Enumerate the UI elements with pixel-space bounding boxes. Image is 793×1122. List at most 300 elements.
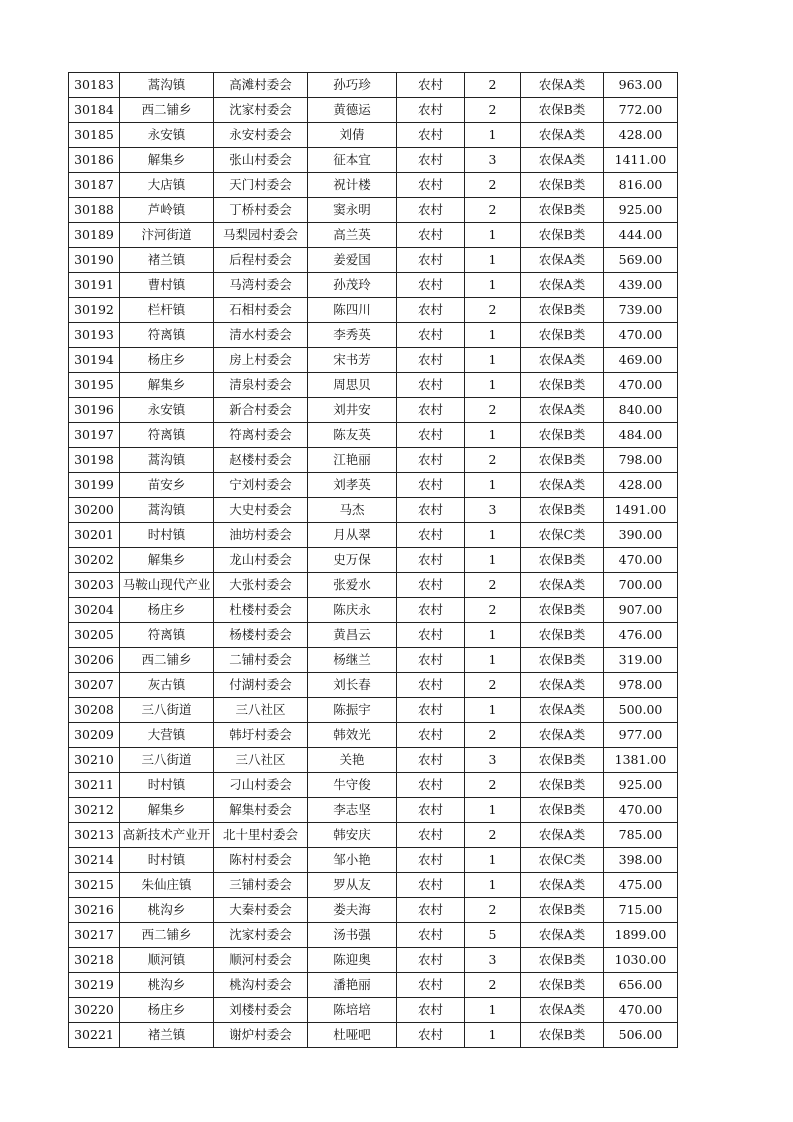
township-cell: 曹村镇 <box>120 273 214 298</box>
amount-cell: 798.00 <box>604 448 678 473</box>
township-cell: 芦岭镇 <box>120 198 214 223</box>
amount-cell: 907.00 <box>604 598 678 623</box>
household-type-cell: 农村 <box>397 648 465 673</box>
village-committee-cell: 清水村委会 <box>214 323 308 348</box>
household-type-cell: 农村 <box>397 248 465 273</box>
amount-cell: 484.00 <box>604 423 678 448</box>
insurance-category-cell: 农保A类 <box>521 823 604 848</box>
township-cell: 蒿沟镇 <box>120 498 214 523</box>
township-cell: 汴河街道 <box>120 223 214 248</box>
village-committee-cell: 天门村委会 <box>214 173 308 198</box>
household-type-cell: 农村 <box>397 498 465 523</box>
amount-cell: 785.00 <box>604 823 678 848</box>
township-cell: 杨庄乡 <box>120 998 214 1023</box>
person-name-cell: 陈培培 <box>308 998 397 1023</box>
insurance-category-cell: 农保B类 <box>521 498 604 523</box>
record-id-cell: 30195 <box>69 373 120 398</box>
table-row <box>69 798 678 823</box>
person-name-cell: 马杰 <box>308 498 397 523</box>
record-id-cell: 30212 <box>69 798 120 823</box>
village-committee-cell: 杨楼村委会 <box>214 623 308 648</box>
record-id-cell: 30196 <box>69 398 120 423</box>
village-committee-cell: 清泉村委会 <box>214 373 308 398</box>
person-name-cell: 姜爱国 <box>308 248 397 273</box>
household-type-cell: 农村 <box>397 598 465 623</box>
member-count-cell: 3 <box>465 748 521 773</box>
member-count-cell: 2 <box>465 398 521 423</box>
person-name-cell: 潘艳丽 <box>308 973 397 998</box>
household-type-cell: 农村 <box>397 73 465 98</box>
amount-cell: 444.00 <box>604 223 678 248</box>
township-cell: 顺河镇 <box>120 948 214 973</box>
person-name-cell: 征本宜 <box>308 148 397 173</box>
household-type-cell: 农村 <box>397 123 465 148</box>
member-count-cell: 1 <box>465 848 521 873</box>
amount-cell: 470.00 <box>604 323 678 348</box>
table-row <box>69 898 678 923</box>
village-committee-cell: 后程村委会 <box>214 248 308 273</box>
member-count-cell: 1 <box>465 123 521 148</box>
village-committee-cell: 三八社区 <box>214 698 308 723</box>
person-name-cell: 高兰英 <box>308 223 397 248</box>
record-id-cell: 30206 <box>69 648 120 673</box>
record-id-cell: 30203 <box>69 573 120 598</box>
township-cell: 符离镇 <box>120 423 214 448</box>
household-type-cell: 农村 <box>397 98 465 123</box>
insurance-category-cell: 农保A类 <box>521 873 604 898</box>
village-committee-cell: 宁刘村委会 <box>214 473 308 498</box>
village-committee-cell: 解集村委会 <box>214 798 308 823</box>
table-row <box>69 748 678 773</box>
member-count-cell: 1 <box>465 223 521 248</box>
township-cell: 解集乡 <box>120 148 214 173</box>
person-name-cell: 江艳丽 <box>308 448 397 473</box>
person-name-cell: 宋书芳 <box>308 348 397 373</box>
member-count-cell: 1 <box>465 523 521 548</box>
village-committee-cell: 赵楼村委会 <box>214 448 308 473</box>
table-row <box>69 773 678 798</box>
record-id-cell: 30210 <box>69 748 120 773</box>
member-count-cell: 1 <box>465 273 521 298</box>
records-table <box>68 72 678 1048</box>
table-row <box>69 398 678 423</box>
insurance-category-cell: 农保A类 <box>521 698 604 723</box>
member-count-cell: 2 <box>465 973 521 998</box>
household-type-cell: 农村 <box>397 823 465 848</box>
household-type-cell: 农村 <box>397 348 465 373</box>
insurance-category-cell: 农保B类 <box>521 548 604 573</box>
table-row <box>69 623 678 648</box>
member-count-cell: 2 <box>465 598 521 623</box>
record-id-cell: 30193 <box>69 323 120 348</box>
household-type-cell: 农村 <box>397 273 465 298</box>
household-type-cell: 农村 <box>397 523 465 548</box>
record-id-cell: 30215 <box>69 873 120 898</box>
insurance-category-cell: 农保A类 <box>521 73 604 98</box>
amount-cell: 500.00 <box>604 698 678 723</box>
member-count-cell: 1 <box>465 423 521 448</box>
amount-cell: 1411.00 <box>604 148 678 173</box>
person-name-cell: 李志坚 <box>308 798 397 823</box>
record-id-cell: 30218 <box>69 948 120 973</box>
insurance-category-cell: 农保A类 <box>521 573 604 598</box>
table-row <box>69 923 678 948</box>
village-committee-cell: 房上村委会 <box>214 348 308 373</box>
record-id-cell: 30192 <box>69 298 120 323</box>
table-row <box>69 873 678 898</box>
member-count-cell: 2 <box>465 673 521 698</box>
amount-cell: 470.00 <box>604 998 678 1023</box>
record-id-cell: 30213 <box>69 823 120 848</box>
member-count-cell: 2 <box>465 773 521 798</box>
person-name-cell: 周思贝 <box>308 373 397 398</box>
household-type-cell: 农村 <box>397 423 465 448</box>
household-type-cell: 农村 <box>397 1023 465 1048</box>
amount-cell: 398.00 <box>604 848 678 873</box>
amount-cell: 428.00 <box>604 123 678 148</box>
person-name-cell: 刘倩 <box>308 123 397 148</box>
table-row <box>69 698 678 723</box>
amount-cell: 390.00 <box>604 523 678 548</box>
record-id-cell: 30185 <box>69 123 120 148</box>
record-id-cell: 30216 <box>69 898 120 923</box>
village-committee-cell: 杜楼村委会 <box>214 598 308 623</box>
record-id-cell: 30204 <box>69 598 120 623</box>
amount-cell: 470.00 <box>604 373 678 398</box>
table-row <box>69 148 678 173</box>
person-name-cell: 刘井安 <box>308 398 397 423</box>
table-row <box>69 1023 678 1048</box>
household-type-cell: 农村 <box>397 298 465 323</box>
household-type-cell: 农村 <box>397 373 465 398</box>
township-cell: 杨庄乡 <box>120 598 214 623</box>
record-id-cell: 30219 <box>69 973 120 998</box>
member-count-cell: 2 <box>465 723 521 748</box>
household-type-cell: 农村 <box>397 798 465 823</box>
record-id-cell: 30202 <box>69 548 120 573</box>
township-cell: 苗安乡 <box>120 473 214 498</box>
table-row <box>69 348 678 373</box>
table-row <box>69 198 678 223</box>
village-committee-cell: 大张村委会 <box>214 573 308 598</box>
insurance-category-cell: 农保A类 <box>521 348 604 373</box>
person-name-cell: 韩安庆 <box>308 823 397 848</box>
village-committee-cell: 韩圩村委会 <box>214 723 308 748</box>
insurance-category-cell: 农保C类 <box>521 848 604 873</box>
record-id-cell: 30197 <box>69 423 120 448</box>
member-count-cell: 3 <box>465 498 521 523</box>
member-count-cell: 2 <box>465 98 521 123</box>
member-count-cell: 2 <box>465 448 521 473</box>
village-committee-cell: 陈村村委会 <box>214 848 308 873</box>
household-type-cell: 农村 <box>397 773 465 798</box>
household-type-cell: 农村 <box>397 548 465 573</box>
insurance-category-cell: 农保B类 <box>521 773 604 798</box>
household-type-cell: 农村 <box>397 723 465 748</box>
record-id-cell: 30221 <box>69 1023 120 1048</box>
insurance-category-cell: 农保A类 <box>521 148 604 173</box>
person-name-cell: 黄昌云 <box>308 623 397 648</box>
record-id-cell: 30200 <box>69 498 120 523</box>
member-count-cell: 2 <box>465 173 521 198</box>
member-count-cell: 3 <box>465 148 521 173</box>
table-row <box>69 948 678 973</box>
village-committee-cell: 三铺村委会 <box>214 873 308 898</box>
member-count-cell: 1 <box>465 323 521 348</box>
township-cell: 三八街道 <box>120 698 214 723</box>
township-cell: 符离镇 <box>120 323 214 348</box>
person-name-cell: 关艳 <box>308 748 397 773</box>
household-type-cell: 农村 <box>397 323 465 348</box>
record-id-cell: 30186 <box>69 148 120 173</box>
township-cell: 杨庄乡 <box>120 348 214 373</box>
record-id-cell: 30189 <box>69 223 120 248</box>
amount-cell: 1899.00 <box>604 923 678 948</box>
township-cell: 栏杆镇 <box>120 298 214 323</box>
village-committee-cell: 刁山村委会 <box>214 773 308 798</box>
household-type-cell: 农村 <box>397 948 465 973</box>
township-cell: 蒿沟镇 <box>120 73 214 98</box>
person-name-cell: 陈振宇 <box>308 698 397 723</box>
table-row <box>69 648 678 673</box>
insurance-category-cell: 农保A类 <box>521 473 604 498</box>
household-type-cell: 农村 <box>397 398 465 423</box>
member-count-cell: 1 <box>465 698 521 723</box>
township-cell: 马鞍山现代产业 <box>120 573 214 598</box>
table-row <box>69 223 678 248</box>
table-row <box>69 448 678 473</box>
amount-cell: 1491.00 <box>604 498 678 523</box>
amount-cell: 925.00 <box>604 198 678 223</box>
amount-cell: 1381.00 <box>604 748 678 773</box>
insurance-category-cell: 农保A类 <box>521 673 604 698</box>
village-committee-cell: 三八社区 <box>214 748 308 773</box>
member-count-cell: 5 <box>465 923 521 948</box>
person-name-cell: 牛守俊 <box>308 773 397 798</box>
village-committee-cell: 符离村委会 <box>214 423 308 448</box>
record-id-cell: 30187 <box>69 173 120 198</box>
table-row <box>69 473 678 498</box>
person-name-cell: 孙茂玲 <box>308 273 397 298</box>
household-type-cell: 农村 <box>397 673 465 698</box>
household-type-cell: 农村 <box>397 898 465 923</box>
amount-cell: 428.00 <box>604 473 678 498</box>
person-name-cell: 娄夫海 <box>308 898 397 923</box>
amount-cell: 506.00 <box>604 1023 678 1048</box>
record-id-cell: 30194 <box>69 348 120 373</box>
township-cell: 永安镇 <box>120 398 214 423</box>
record-id-cell: 30190 <box>69 248 120 273</box>
township-cell: 蒿沟镇 <box>120 448 214 473</box>
table-row <box>69 248 678 273</box>
township-cell: 解集乡 <box>120 548 214 573</box>
insurance-category-cell: 农保B类 <box>521 648 604 673</box>
amount-cell: 439.00 <box>604 273 678 298</box>
township-cell: 褚兰镇 <box>120 1023 214 1048</box>
village-committee-cell: 新合村委会 <box>214 398 308 423</box>
village-committee-cell: 高滩村委会 <box>214 73 308 98</box>
amount-cell: 977.00 <box>604 723 678 748</box>
insurance-category-cell: 农保B类 <box>521 898 604 923</box>
township-cell: 桃沟乡 <box>120 973 214 998</box>
table-row <box>69 523 678 548</box>
household-type-cell: 农村 <box>397 198 465 223</box>
insurance-category-cell: 农保A类 <box>521 273 604 298</box>
amount-cell: 470.00 <box>604 548 678 573</box>
member-count-cell: 1 <box>465 348 521 373</box>
insurance-category-cell: 农保A类 <box>521 723 604 748</box>
person-name-cell: 罗从友 <box>308 873 397 898</box>
household-type-cell: 农村 <box>397 873 465 898</box>
table-row <box>69 323 678 348</box>
insurance-category-cell: 农保A类 <box>521 248 604 273</box>
insurance-category-cell: 农保B类 <box>521 748 604 773</box>
village-committee-cell: 沈家村委会 <box>214 923 308 948</box>
table-row <box>69 73 678 98</box>
member-count-cell: 2 <box>465 573 521 598</box>
member-count-cell: 1 <box>465 248 521 273</box>
table-row <box>69 673 678 698</box>
record-id-cell: 30208 <box>69 698 120 723</box>
record-id-cell: 30188 <box>69 198 120 223</box>
amount-cell: 978.00 <box>604 673 678 698</box>
amount-cell: 715.00 <box>604 898 678 923</box>
amount-cell: 816.00 <box>604 173 678 198</box>
insurance-category-cell: 农保A类 <box>521 998 604 1023</box>
township-cell: 三八街道 <box>120 748 214 773</box>
person-name-cell: 刘孝英 <box>308 473 397 498</box>
amount-cell: 1030.00 <box>604 948 678 973</box>
record-id-cell: 30201 <box>69 523 120 548</box>
amount-cell: 963.00 <box>604 73 678 98</box>
member-count-cell: 2 <box>465 898 521 923</box>
person-name-cell: 陈迎奥 <box>308 948 397 973</box>
village-committee-cell: 北十里村委会 <box>214 823 308 848</box>
township-cell: 高新技术产业开 <box>120 823 214 848</box>
household-type-cell: 农村 <box>397 973 465 998</box>
household-type-cell: 农村 <box>397 173 465 198</box>
township-cell: 大营镇 <box>120 723 214 748</box>
record-id-cell: 30198 <box>69 448 120 473</box>
person-name-cell: 陈庆永 <box>308 598 397 623</box>
household-type-cell: 农村 <box>397 148 465 173</box>
table-row <box>69 123 678 148</box>
amount-cell: 739.00 <box>604 298 678 323</box>
village-committee-cell: 顺河村委会 <box>214 948 308 973</box>
insurance-category-cell: 农保B类 <box>521 1023 604 1048</box>
village-committee-cell: 谢炉村委会 <box>214 1023 308 1048</box>
village-committee-cell: 大史村委会 <box>214 498 308 523</box>
household-type-cell: 农村 <box>397 573 465 598</box>
village-committee-cell: 张山村委会 <box>214 148 308 173</box>
household-type-cell: 农村 <box>397 848 465 873</box>
table-row <box>69 723 678 748</box>
township-cell: 西二铺乡 <box>120 648 214 673</box>
amount-cell: 319.00 <box>604 648 678 673</box>
member-count-cell: 2 <box>465 198 521 223</box>
record-id-cell: 30211 <box>69 773 120 798</box>
insurance-category-cell: 农保C类 <box>521 523 604 548</box>
person-name-cell: 刘长春 <box>308 673 397 698</box>
household-type-cell: 农村 <box>397 623 465 648</box>
table-row <box>69 823 678 848</box>
village-committee-cell: 刘楼村委会 <box>214 998 308 1023</box>
person-name-cell: 杨继兰 <box>308 648 397 673</box>
person-name-cell: 黄德运 <box>308 98 397 123</box>
person-name-cell: 月从翠 <box>308 523 397 548</box>
insurance-category-cell: 农保B类 <box>521 948 604 973</box>
table-row <box>69 973 678 998</box>
record-id-cell: 30199 <box>69 473 120 498</box>
amount-cell: 469.00 <box>604 348 678 373</box>
insurance-category-cell: 农保B类 <box>521 973 604 998</box>
table-row <box>69 298 678 323</box>
insurance-category-cell: 农保A类 <box>521 923 604 948</box>
township-cell: 桃沟乡 <box>120 898 214 923</box>
insurance-category-cell: 农保A类 <box>521 123 604 148</box>
township-cell: 永安镇 <box>120 123 214 148</box>
township-cell: 灰古镇 <box>120 673 214 698</box>
amount-cell: 840.00 <box>604 398 678 423</box>
records-table-body <box>69 73 678 1048</box>
person-name-cell: 汤书强 <box>308 923 397 948</box>
amount-cell: 772.00 <box>604 98 678 123</box>
township-cell: 西二铺乡 <box>120 923 214 948</box>
village-committee-cell: 沈家村委会 <box>214 98 308 123</box>
township-cell: 符离镇 <box>120 623 214 648</box>
insurance-category-cell: 农保A类 <box>521 398 604 423</box>
village-committee-cell: 永安村委会 <box>214 123 308 148</box>
record-id-cell: 30191 <box>69 273 120 298</box>
member-count-cell: 1 <box>465 998 521 1023</box>
amount-cell: 569.00 <box>604 248 678 273</box>
table-row <box>69 98 678 123</box>
village-committee-cell: 马梨园村委会 <box>214 223 308 248</box>
member-count-cell: 1 <box>465 648 521 673</box>
person-name-cell: 陈友英 <box>308 423 397 448</box>
township-cell: 大店镇 <box>120 173 214 198</box>
insurance-category-cell: 农保B类 <box>521 173 604 198</box>
amount-cell: 475.00 <box>604 873 678 898</box>
village-committee-cell: 丁桥村委会 <box>214 198 308 223</box>
table-row <box>69 173 678 198</box>
person-name-cell: 张爱水 <box>308 573 397 598</box>
insurance-category-cell: 农保B类 <box>521 623 604 648</box>
township-cell: 朱仙庄镇 <box>120 873 214 898</box>
household-type-cell: 农村 <box>397 698 465 723</box>
member-count-cell: 1 <box>465 873 521 898</box>
amount-cell: 925.00 <box>604 773 678 798</box>
village-committee-cell: 石相村委会 <box>214 298 308 323</box>
table-row <box>69 373 678 398</box>
insurance-category-cell: 农保B类 <box>521 423 604 448</box>
insurance-category-cell: 农保B类 <box>521 198 604 223</box>
village-committee-cell: 付湖村委会 <box>214 673 308 698</box>
township-cell: 时村镇 <box>120 848 214 873</box>
person-name-cell: 史万保 <box>308 548 397 573</box>
township-cell: 解集乡 <box>120 798 214 823</box>
township-cell: 时村镇 <box>120 523 214 548</box>
person-name-cell: 孙巧珍 <box>308 73 397 98</box>
record-id-cell: 30217 <box>69 923 120 948</box>
member-count-cell: 1 <box>465 1023 521 1048</box>
amount-cell: 700.00 <box>604 573 678 598</box>
person-name-cell: 李秀英 <box>308 323 397 348</box>
member-count-cell: 1 <box>465 623 521 648</box>
insurance-category-cell: 农保B类 <box>521 798 604 823</box>
village-committee-cell: 油坊村委会 <box>214 523 308 548</box>
household-type-cell: 农村 <box>397 748 465 773</box>
